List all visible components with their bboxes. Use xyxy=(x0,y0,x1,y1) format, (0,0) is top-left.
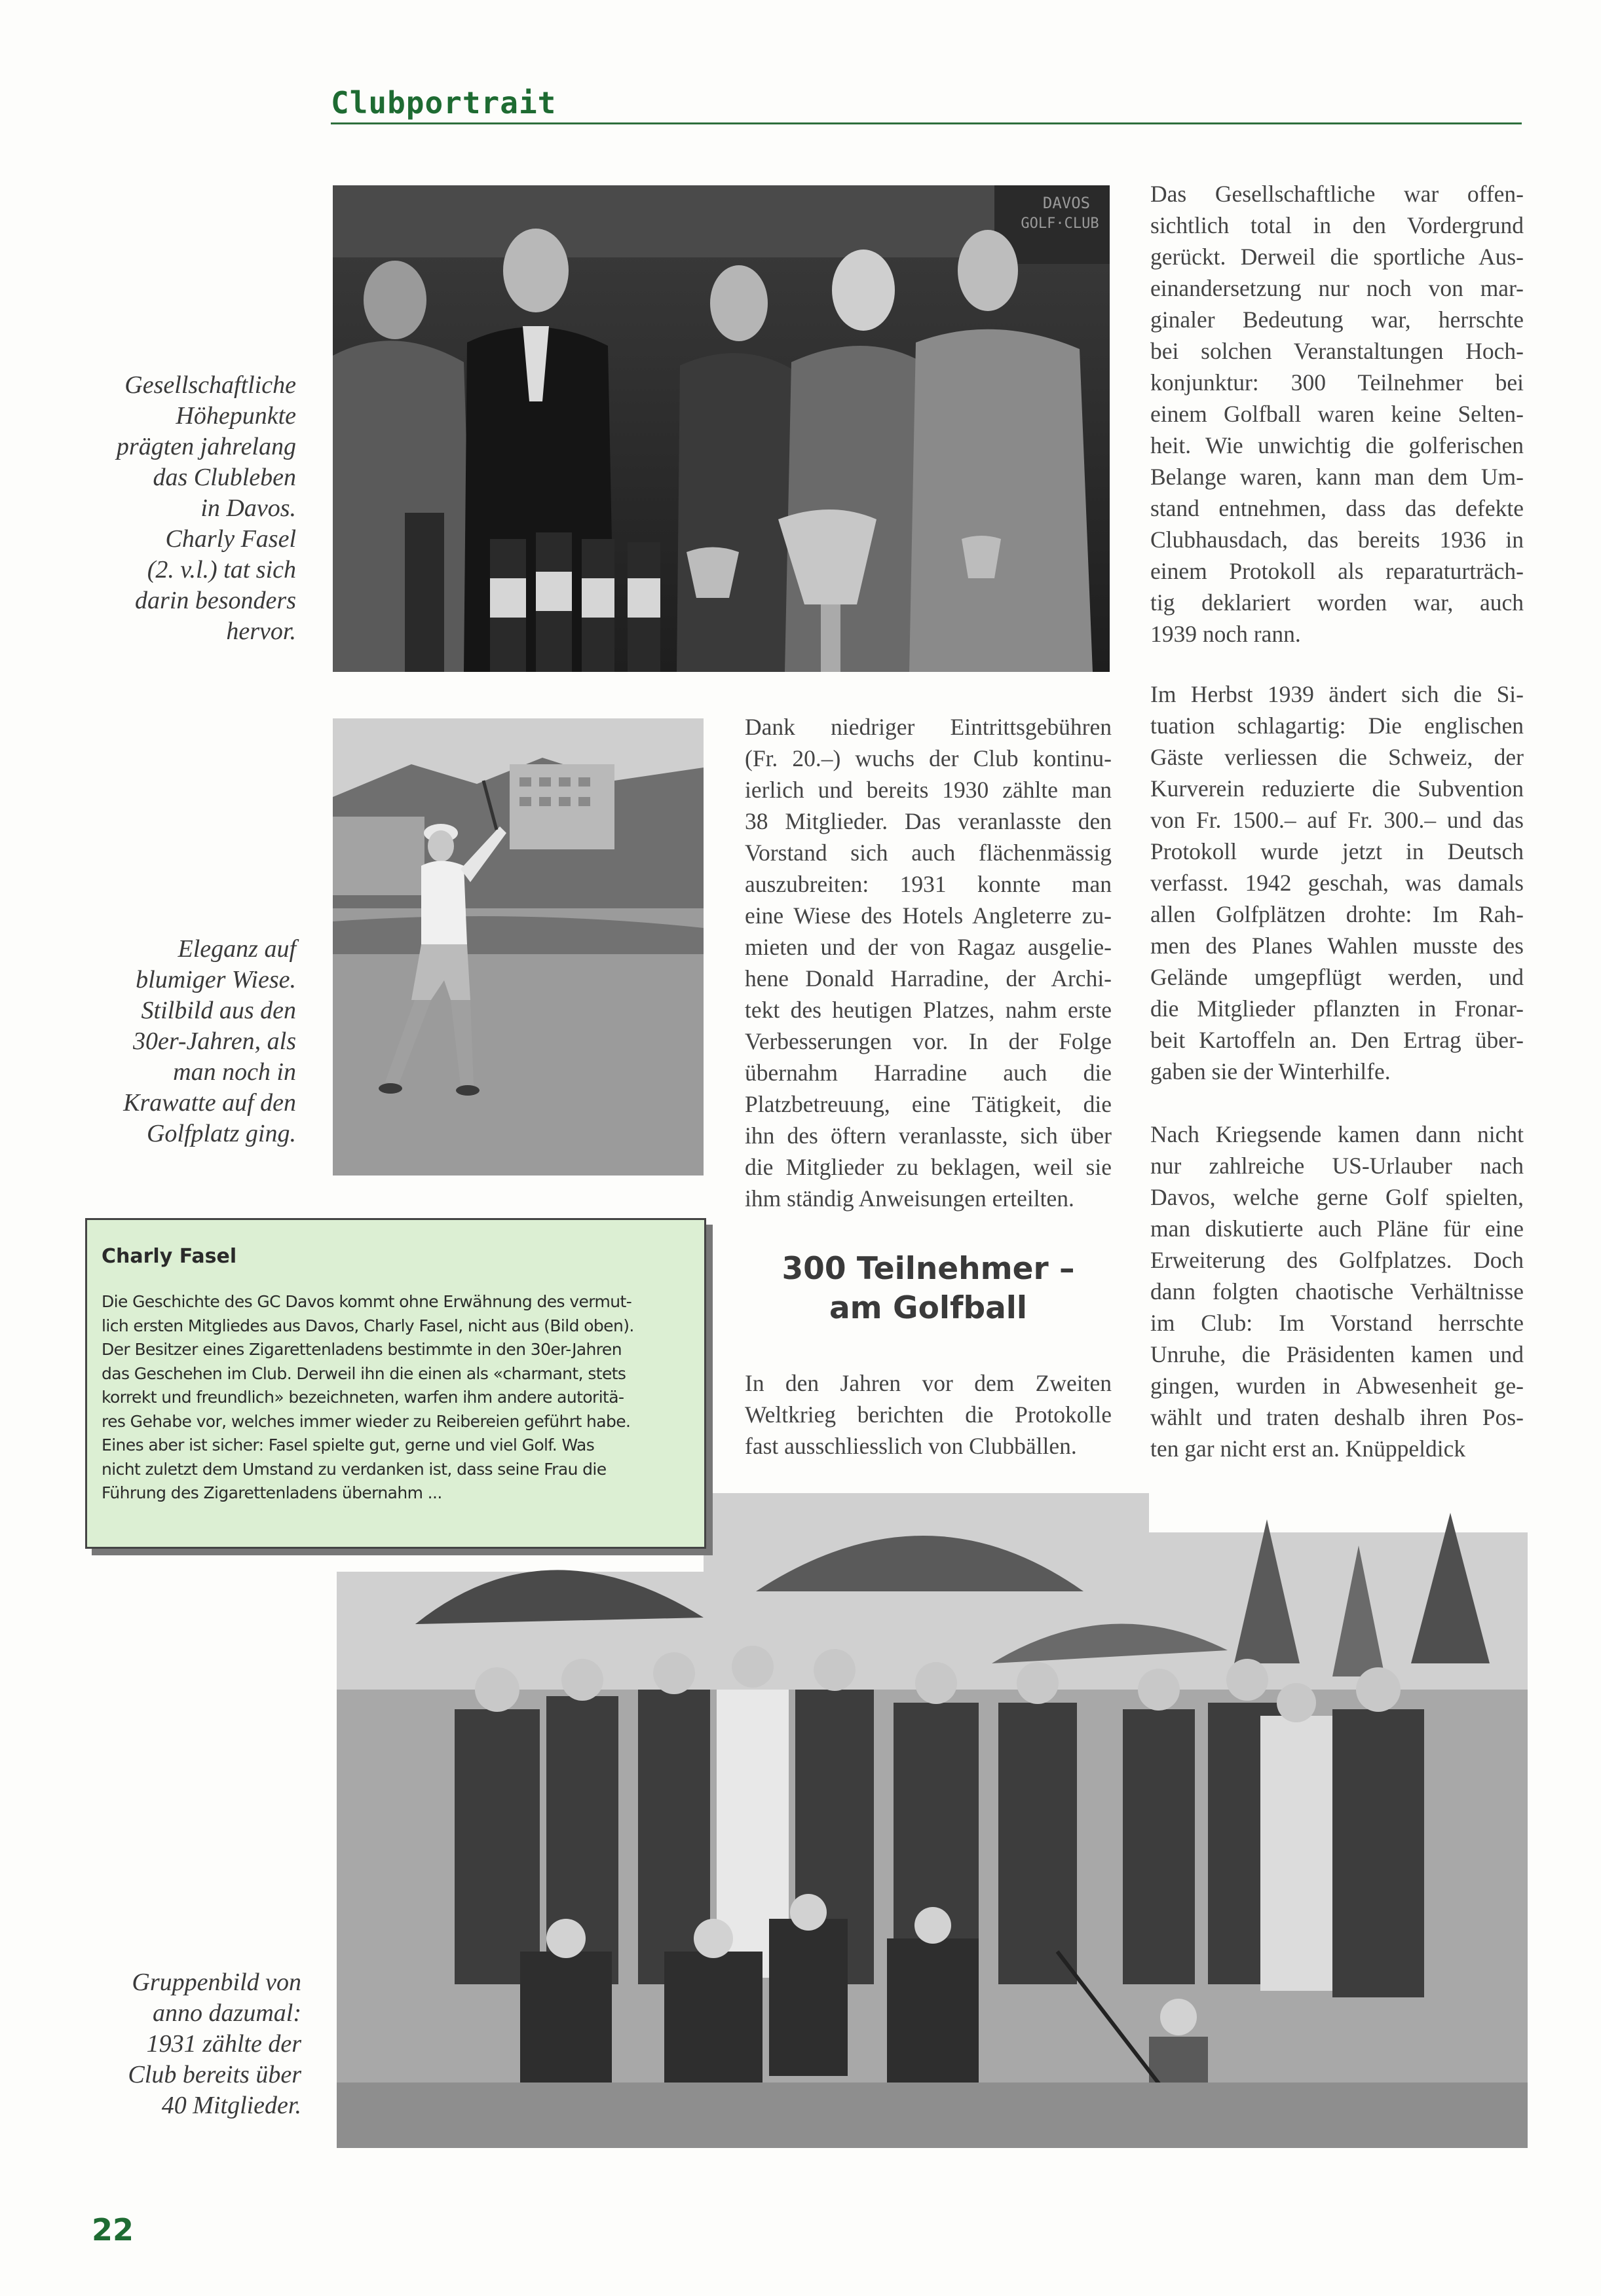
photo-golfer xyxy=(333,718,704,1176)
article-column-middle-after-heading: In den Jahren vor dem Zweiten Weltkrieg berichten die Protokolle fast ausschliesslich von Clubbällen. xyxy=(745,1370,1112,1459)
svg-text:GOLF·CLUB: GOLF·CLUB xyxy=(1021,215,1099,232)
page-number: 22 xyxy=(92,2212,134,2248)
article-column-right-bottom: Im Herbst 1939 ändert sich die Si- tuation schlagartig: Die englischen Gäste verliessen die Schweiz, der Kurverein reduzierte die Subvention von Fr. 1500.– auf Fr. 300.– und das Protokoll wurde jetzt in Deutsch verfasst. 1942 geschah, was damals allen Golfplätzen drohte: Im Rah- men des Planes Wahlen musste des Gelände umgepflügt werden, und die Mitglieder pflanzten in Fronar- beit Kartoffeln an. Den Ertrag über- gaben sie der Winterhilfe. Nach Kriegsende kamen dann nicht nur zahlreiche US-Urlauber nach Davos, welche gerne Golf spielten, man diskutierte auch Pläne für eine Erweiterung des Golfplatzes. Doch dann folgten chaotische Verhältnisse im Club: Im Vorstand herrschte Unruhe, die Präsidenten kamen und gingen, wurden in Abwesenheit ge- wählt und traten deshalb ihren Pos- ten gar nicht erst an. Knüppeldick xyxy=(1150,681,1524,1462)
sidebar-box-charly-fasel: Charly Fasel Die Geschichte des GC Davos kommt ohne Erwähnung des vermut- lich ersten Mitgliedes aus Davos, Charly Fasel, nicht aus (Bild oben). Der Besitzer eines Zigarettenladens bestimmte in den 30er-Jahren das Geschehen im Club. Derweil ihn die einen als «charmant, stets korrekt und freundlich» bezeichneten, warfen ihm andere autoritä- res Gehabe vor, welches immer wieder zu Reibereien geführt habe. Eines aber ist sicher: Fasel spielte gut, gerne und viel Golf. Was nicht zuletzt dem Umstand zu verdanken ist, dass seine Frau die Führung des Zigarettenladens übernahm ... xyxy=(85,1218,706,1549)
section-label: Clubportrait xyxy=(331,85,557,120)
caption-group-photo: Gruppenbild von anno dazumal: 1931 zählte der Club bereits über 40 Mitglieder. xyxy=(128,1969,301,2119)
article-subheading: 300 Teilnehmer – am Golfball xyxy=(782,1251,1075,1326)
sidebar-title: Charly Fasel xyxy=(102,1245,237,1268)
photo-sign-text: DAVOS xyxy=(1042,194,1091,212)
article-column-right-top: Das Gesellschaftliche war offen- sichtlich total in den Vordergrund gerückt. Derweil die sportliche Aus- einandersetzung nur noch von mar- ginaler Bedeutung war, herrschte bei solchen Veranstaltungen Hoch- konjunktur: 300 Teilnehmer bei einem Golfball waren keine Selten- heit. Wie unwichtig die golferischen Belange waren, kann man dem Um- stand entnehmen, dass das defekte Clubhausdach, das bereits 1936 in einem Protokoll als reparaturträch- tig deklariert worden war, auch 1939 noch rann. xyxy=(1150,181,1524,647)
photo-trophy-group xyxy=(333,185,1110,672)
article-column-middle: Dank niedriger Eintrittsgebühren (Fr. 20.–) wuchs der Club kontinu- ierlich und bereits 1930 zählte man 38 Mitglieder. Das veranlasste den Vorstand sich auch flächenmässig auszubreiten: 1931 konnte man eine Wiese des Hotels Angleterre zu- mieten und der von Ragaz ausgelie- hene Donald Harradine, der Archi- tekt des heutigen Platzes, nahm erste Verbesserungen vor. In der Folge übernahm Harradine auch die Platzbetreuung, eine Tätigkeit, die ihn des öftern veranlasste, sich über die Mitglieder zu beklagen, weil sie ihm ständig Anweisungen erteilten. xyxy=(745,714,1112,1212)
caption-trophy-photo: Gesellschaftliche Höhepunkte prägten jahrelang das Clubleben in Davos. Charly Fasel (2. v.l.) tat sich darin besonders hervor. xyxy=(116,371,296,645)
photo-club-group xyxy=(337,1493,1528,2148)
header-rule xyxy=(331,122,1522,124)
caption-golfer-photo: Eleganz auf blumiger Wiese. Stilbild aus den 30er-Jahren, als man noch in Krawatte auf den Golfplatz ging. xyxy=(123,935,296,1147)
